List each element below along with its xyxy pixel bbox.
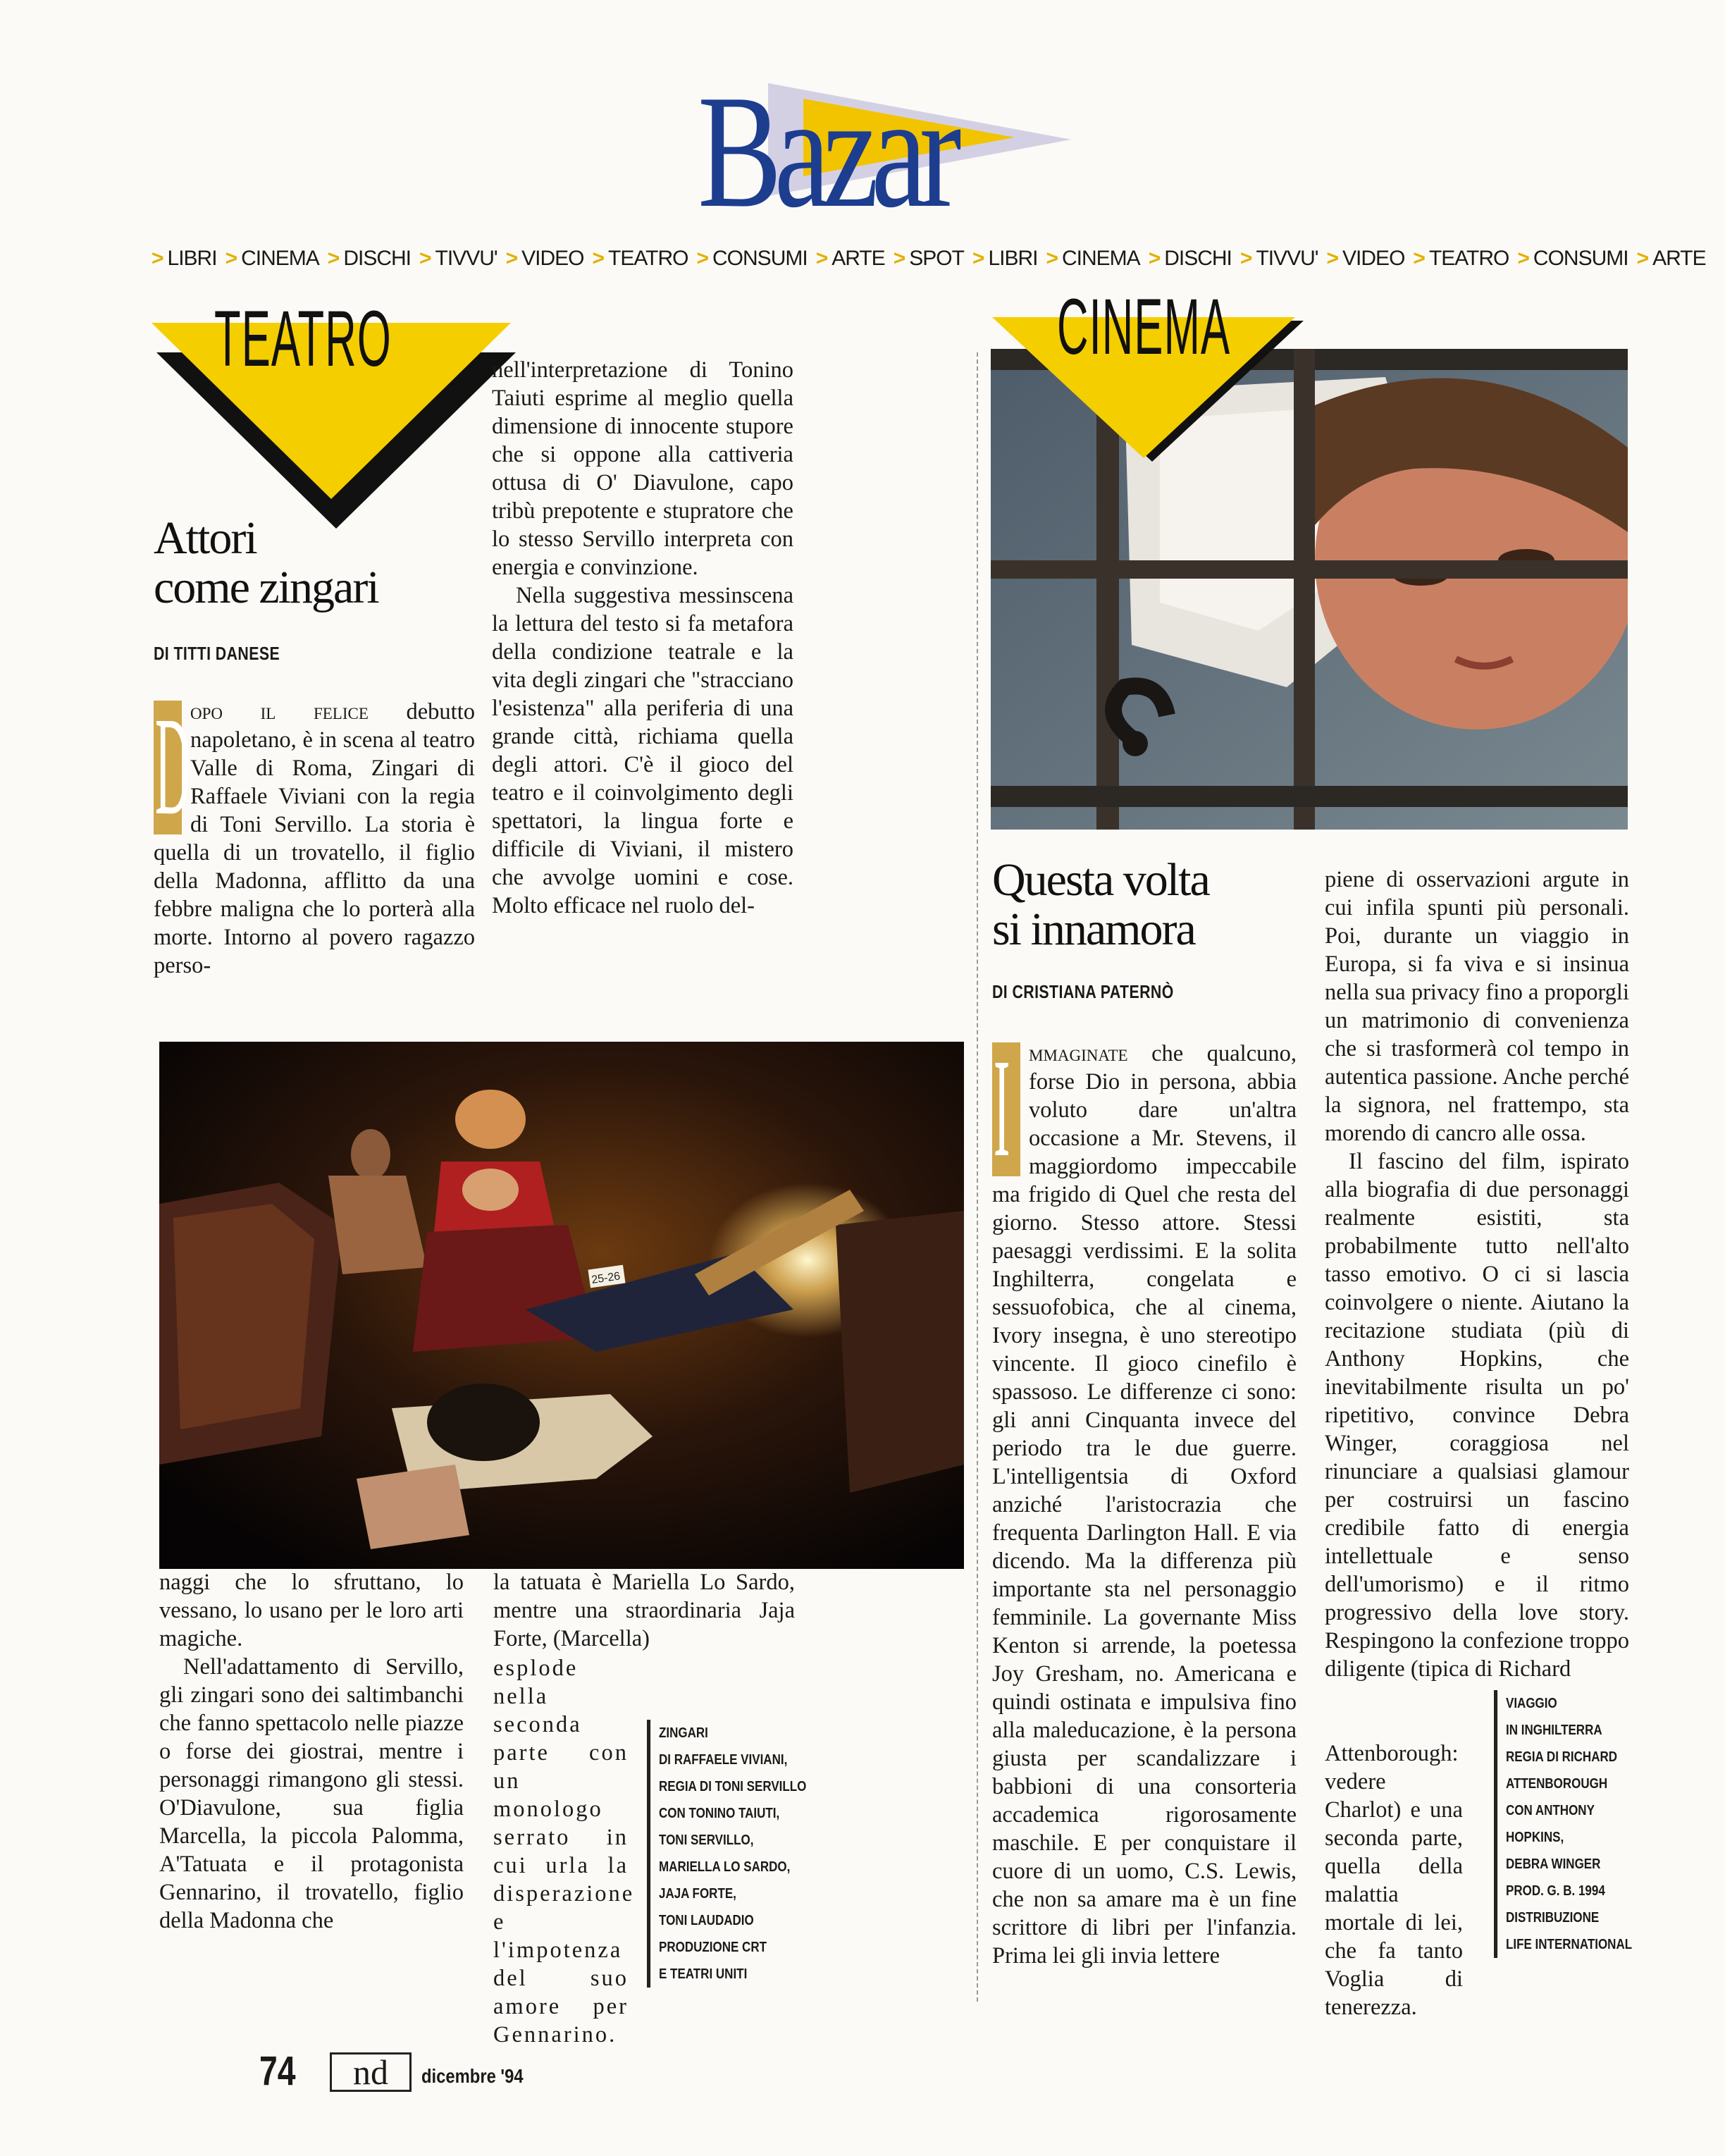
nav-item-tivvu: > TIVVU' bbox=[419, 247, 497, 270]
credit-line: TONI SERVILLO, bbox=[659, 1832, 754, 1848]
credit-line: IN INGHILTERRA bbox=[1506, 1723, 1602, 1738]
nav-item-consumi: > CONSUMI bbox=[1517, 247, 1628, 270]
credit-line: REGIA DI RICHARD bbox=[1506, 1749, 1618, 1765]
column-divider bbox=[977, 352, 978, 2002]
nav-item-tivvu: > TIVVU' bbox=[1239, 247, 1318, 270]
cinema-paragraph-2c: Attenborough: vedere Charlot) e una seconda parte, quella della malattia mortale di lei, che fa tanto Voglia di tenerezza. bbox=[1325, 1741, 1463, 2020]
chevron-right-icon: > bbox=[1636, 247, 1649, 270]
teatro-photo bbox=[159, 1042, 964, 1569]
chevron-right-icon: > bbox=[1148, 247, 1161, 270]
chevron-right-icon: > bbox=[327, 247, 340, 270]
cinema-credits bbox=[1494, 1690, 1632, 1958]
teatro-paragraph-3b: Nell'adattamento di Servillo, gli zingari sono dei saltimbanchi che fanno spettacolo nelle piazze o forse dei giostrai, mentre i personaggi rimangono gli stessi. O'Diavulone, sua figlia Marcella, la piccola Palomma, A'Tatuata e il protagonista Gennarino, il trovatello, figlio della Madonna che bbox=[159, 1654, 464, 1933]
chevron-right-icon: > bbox=[505, 247, 518, 270]
teatro-column-3 bbox=[159, 1568, 464, 1935]
chevron-right-icon: > bbox=[1326, 247, 1339, 270]
nav-item-libri: > LIBRI bbox=[152, 247, 217, 270]
nav-item-arte: > ARTE bbox=[815, 247, 885, 270]
cinema-column-2 bbox=[1325, 866, 1629, 1683]
cinema-paragraph-1: che qualcuno, forse Dio in persona, abbia voluto dare un'altra occasione a Mr. Stevens, il maggiordomo impeccabile ma frigido di Quel che resta del giorno. Stesso attore. Stessi paesaggi verdissimi. E la solita Inghilterra, congelata e sessuofobica, che al cinema, Ivory insegna, è uno stereotipo vincente. Il gioco cinefilo è spassoso. Le differenze ci sono: gli anni Cinquanta invece del periodo tra le due guerre. L'intelligentsia di Oxford anziché l'aristocrazia che frequenta Darlington Hall. E via dicendo. Ma la differenza più importante sta nel personaggio femminile. La governante Miss Kenton si arrende, la poetessa Joy Gresham, no. Americana e quindi ostinata e impulsiva fino alla maleducazione, è la persona giusta per scandalizzare i babbioni di una consorteria accademica rigorosamente maschile. E per conquistare il cuore di un uomo, C.S. Lewis, che non sa amare ma è un fine scrittore di libri per l'infanzia. Prima lei gli invia lettere bbox=[992, 1041, 1297, 1969]
nav-item-spot: > SPOT bbox=[893, 247, 964, 270]
issue-date: dicembre '94 bbox=[421, 2065, 524, 2087]
cinema-byline: DI CRISTIANA PATERNÒ bbox=[992, 981, 1174, 1002]
nav-item-libri: > LIBRI bbox=[972, 247, 1038, 270]
chevron-right-icon: > bbox=[419, 247, 431, 270]
credit-line: TONI LAUDADIO bbox=[659, 1913, 754, 1928]
drop-cap-d: D bbox=[155, 689, 191, 844]
chevron-right-icon: > bbox=[225, 247, 237, 270]
teatro-headline-line1: Attori bbox=[154, 512, 256, 564]
chevron-right-icon: > bbox=[1239, 247, 1252, 270]
credit-line: ATTENBOROUGH bbox=[1506, 1776, 1608, 1792]
nav-item-dischi: > DISCHI bbox=[327, 247, 411, 270]
nav-item-video: > VIDEO bbox=[1326, 247, 1405, 270]
credit-line: CON TONINO TAIUTI, bbox=[659, 1806, 780, 1821]
section-label-teatro: TEATRO bbox=[214, 295, 392, 383]
nav-item-dischi: > DISCHI bbox=[1148, 247, 1232, 270]
teatro-column-2 bbox=[492, 356, 793, 920]
teatro-paragraph-2a: nell'interpretazione di Tonino Taiuti esprime al meglio quella dimensione di innocente stupore che si oppone alla cattiveria ottusa di O' Diavulone, capo tribù prepotente e stupratore che lo stesso Servillo interpreta con energia e convinzione. bbox=[492, 357, 793, 580]
cinema-headline-line1: Questa volta bbox=[992, 854, 1209, 906]
credit-line: REGIA DI TONI SERVILLO bbox=[659, 1779, 807, 1794]
page-number: 74 bbox=[259, 2048, 296, 2094]
teatro-paragraph-4a: la tatuata è Mariella Lo Sardo, mentre una straordinaria Jaja Forte, (Marcella) bbox=[493, 1570, 795, 1651]
nav-item-cinema: > CINEMA bbox=[1046, 247, 1140, 270]
cinema-column-1 bbox=[992, 1030, 1297, 1970]
teatro-column-1 bbox=[154, 689, 475, 980]
teatro-paragraph-1: debutto napoletano, è in scena al teatro Valle di Roma, Zingari di Raffaele Viviani con la regia di Toni Servillo. La storia è quella di un trovatello, il figlio della Madonna, afflitto da una febbre maligna che lo porterà alla morte. Intorno al povero ragazzo perso- bbox=[154, 699, 475, 978]
teatro-paragraph-4b: esplode nella seconda parte con un monologo serrato in cui urla la disperazione e l'impotenza del suo amore per Gennarino. bbox=[493, 1656, 635, 2047]
magazine-logo: nd bbox=[330, 2052, 412, 2092]
nav-item-teatro: > TEATRO bbox=[1413, 247, 1509, 270]
credit-line: LIFE INTERNATIONAL bbox=[1506, 1937, 1633, 1952]
lead-in: opo il felice bbox=[190, 699, 369, 725]
credit-line: CON ANTHONY bbox=[1506, 1803, 1595, 1818]
credit-line: DI RAFFAELE VIVIANI, bbox=[659, 1752, 788, 1768]
lead-in: mmaginate bbox=[1029, 1041, 1128, 1066]
chevron-right-icon: > bbox=[152, 247, 163, 270]
nav-item-video: > VIDEO bbox=[505, 247, 584, 270]
cinema-paragraph-2a: piene di osservazioni argute in cui infila spunti più personali. Poi, durante un viaggio in Europa, si fa viva e si insinua nella sua privacy fino a proporgli un matrimonio di convenienza che si trasformerà col tempo in autentica passione. Anche perché la signora, nel frattempo, sta morendo di cancro alle ossa. bbox=[1325, 867, 1629, 1146]
ticket-text: 25-26 bbox=[591, 1270, 622, 1286]
credit-line: PROD. G. B. 1994 bbox=[1506, 1883, 1605, 1899]
drop-cap-i: I bbox=[992, 1042, 1020, 1176]
bazar-logo: Bazar bbox=[698, 61, 954, 241]
chevron-right-icon: > bbox=[893, 247, 905, 270]
credit-line: E TEATRI UNITI bbox=[659, 1966, 748, 1982]
teatro-headline-line2: come zingari bbox=[154, 562, 378, 613]
chevron-right-icon: > bbox=[1413, 247, 1425, 270]
nav-item-arte: > ARTE bbox=[1636, 247, 1706, 270]
nav-item-consumi: > CONSUMI bbox=[696, 247, 808, 270]
credit-line: DISTRIBUZIONE bbox=[1506, 1910, 1600, 1926]
teatro-column-4b bbox=[493, 1654, 635, 2049]
credit-line: HOPKINS, bbox=[1506, 1830, 1564, 1845]
teatro-credits bbox=[647, 1720, 806, 1988]
cinema-paragraph-2b: Il fascino del film, ispirato alla biografia di due personaggi realmente esistiti, sta probabilmente tutto nell'alto tasso emotivo. O ci si lascia coinvolgere o niente. Aiutano la recitazione studiata (più di Anthony Hopkins, che inevitabilmente risulta un po' ripetitivo, convince Debra Winger, coraggiosa nel rinunciare a qualsiasi glamour per costruirsi un fascino credibile fatto di energia intellettuale e senso dell'umorismo) e il ritmo progressivo della love story. Respingono la confezione troppo diligente (tipica di Richard bbox=[1325, 1149, 1629, 1682]
chevron-right-icon: > bbox=[696, 247, 709, 270]
credit-line: JAJA FORTE, bbox=[659, 1886, 736, 1902]
cinema-column-2-end bbox=[1325, 1739, 1463, 2021]
section-nav bbox=[152, 247, 1706, 271]
teatro-byline: DI TITTI DANESE bbox=[154, 643, 280, 664]
chevron-right-icon: > bbox=[1046, 247, 1058, 270]
teatro-column-4a bbox=[493, 1568, 795, 1653]
credit-line: ZINGARI bbox=[659, 1725, 708, 1741]
credit-line: DEBRA WINGER bbox=[1506, 1856, 1601, 1872]
teatro-paragraph-2b: Nella suggestiva messinscena la lettura del testo si fa metafora della condizione teatrale e la vita degli zingari che "stracciano l'esistenza" alla periferia di una grande città, richiama quella degli attori. C'è il gioco del teatro e il coinvolgimento degli spettatori, la lingua forte e difficile di Viviani, il mistero che avvolge uomini e cose. Molto efficace nel ruolo del- bbox=[492, 583, 793, 918]
section-label-cinema: CINEMA bbox=[1057, 283, 1231, 371]
teatro-paragraph-3a: naggi che lo sfruttano, lo vessano, lo usano per le loro arti magiche. bbox=[159, 1570, 464, 1651]
nav-item-cinema: > CINEMA bbox=[225, 247, 319, 270]
cinema-headline-line2: si innamora bbox=[992, 904, 1195, 955]
chevron-right-icon: > bbox=[592, 247, 605, 270]
credit-line: MARIELLA LO SARDO, bbox=[659, 1859, 791, 1875]
chevron-right-icon: > bbox=[815, 247, 828, 270]
credit-line: PRODUZIONE CRT bbox=[659, 1940, 767, 1955]
nav-item-teatro: > TEATRO bbox=[592, 247, 688, 270]
chevron-right-icon: > bbox=[1517, 247, 1529, 270]
chevron-right-icon: > bbox=[972, 247, 984, 270]
credit-line: VIAGGIO bbox=[1506, 1696, 1557, 1711]
